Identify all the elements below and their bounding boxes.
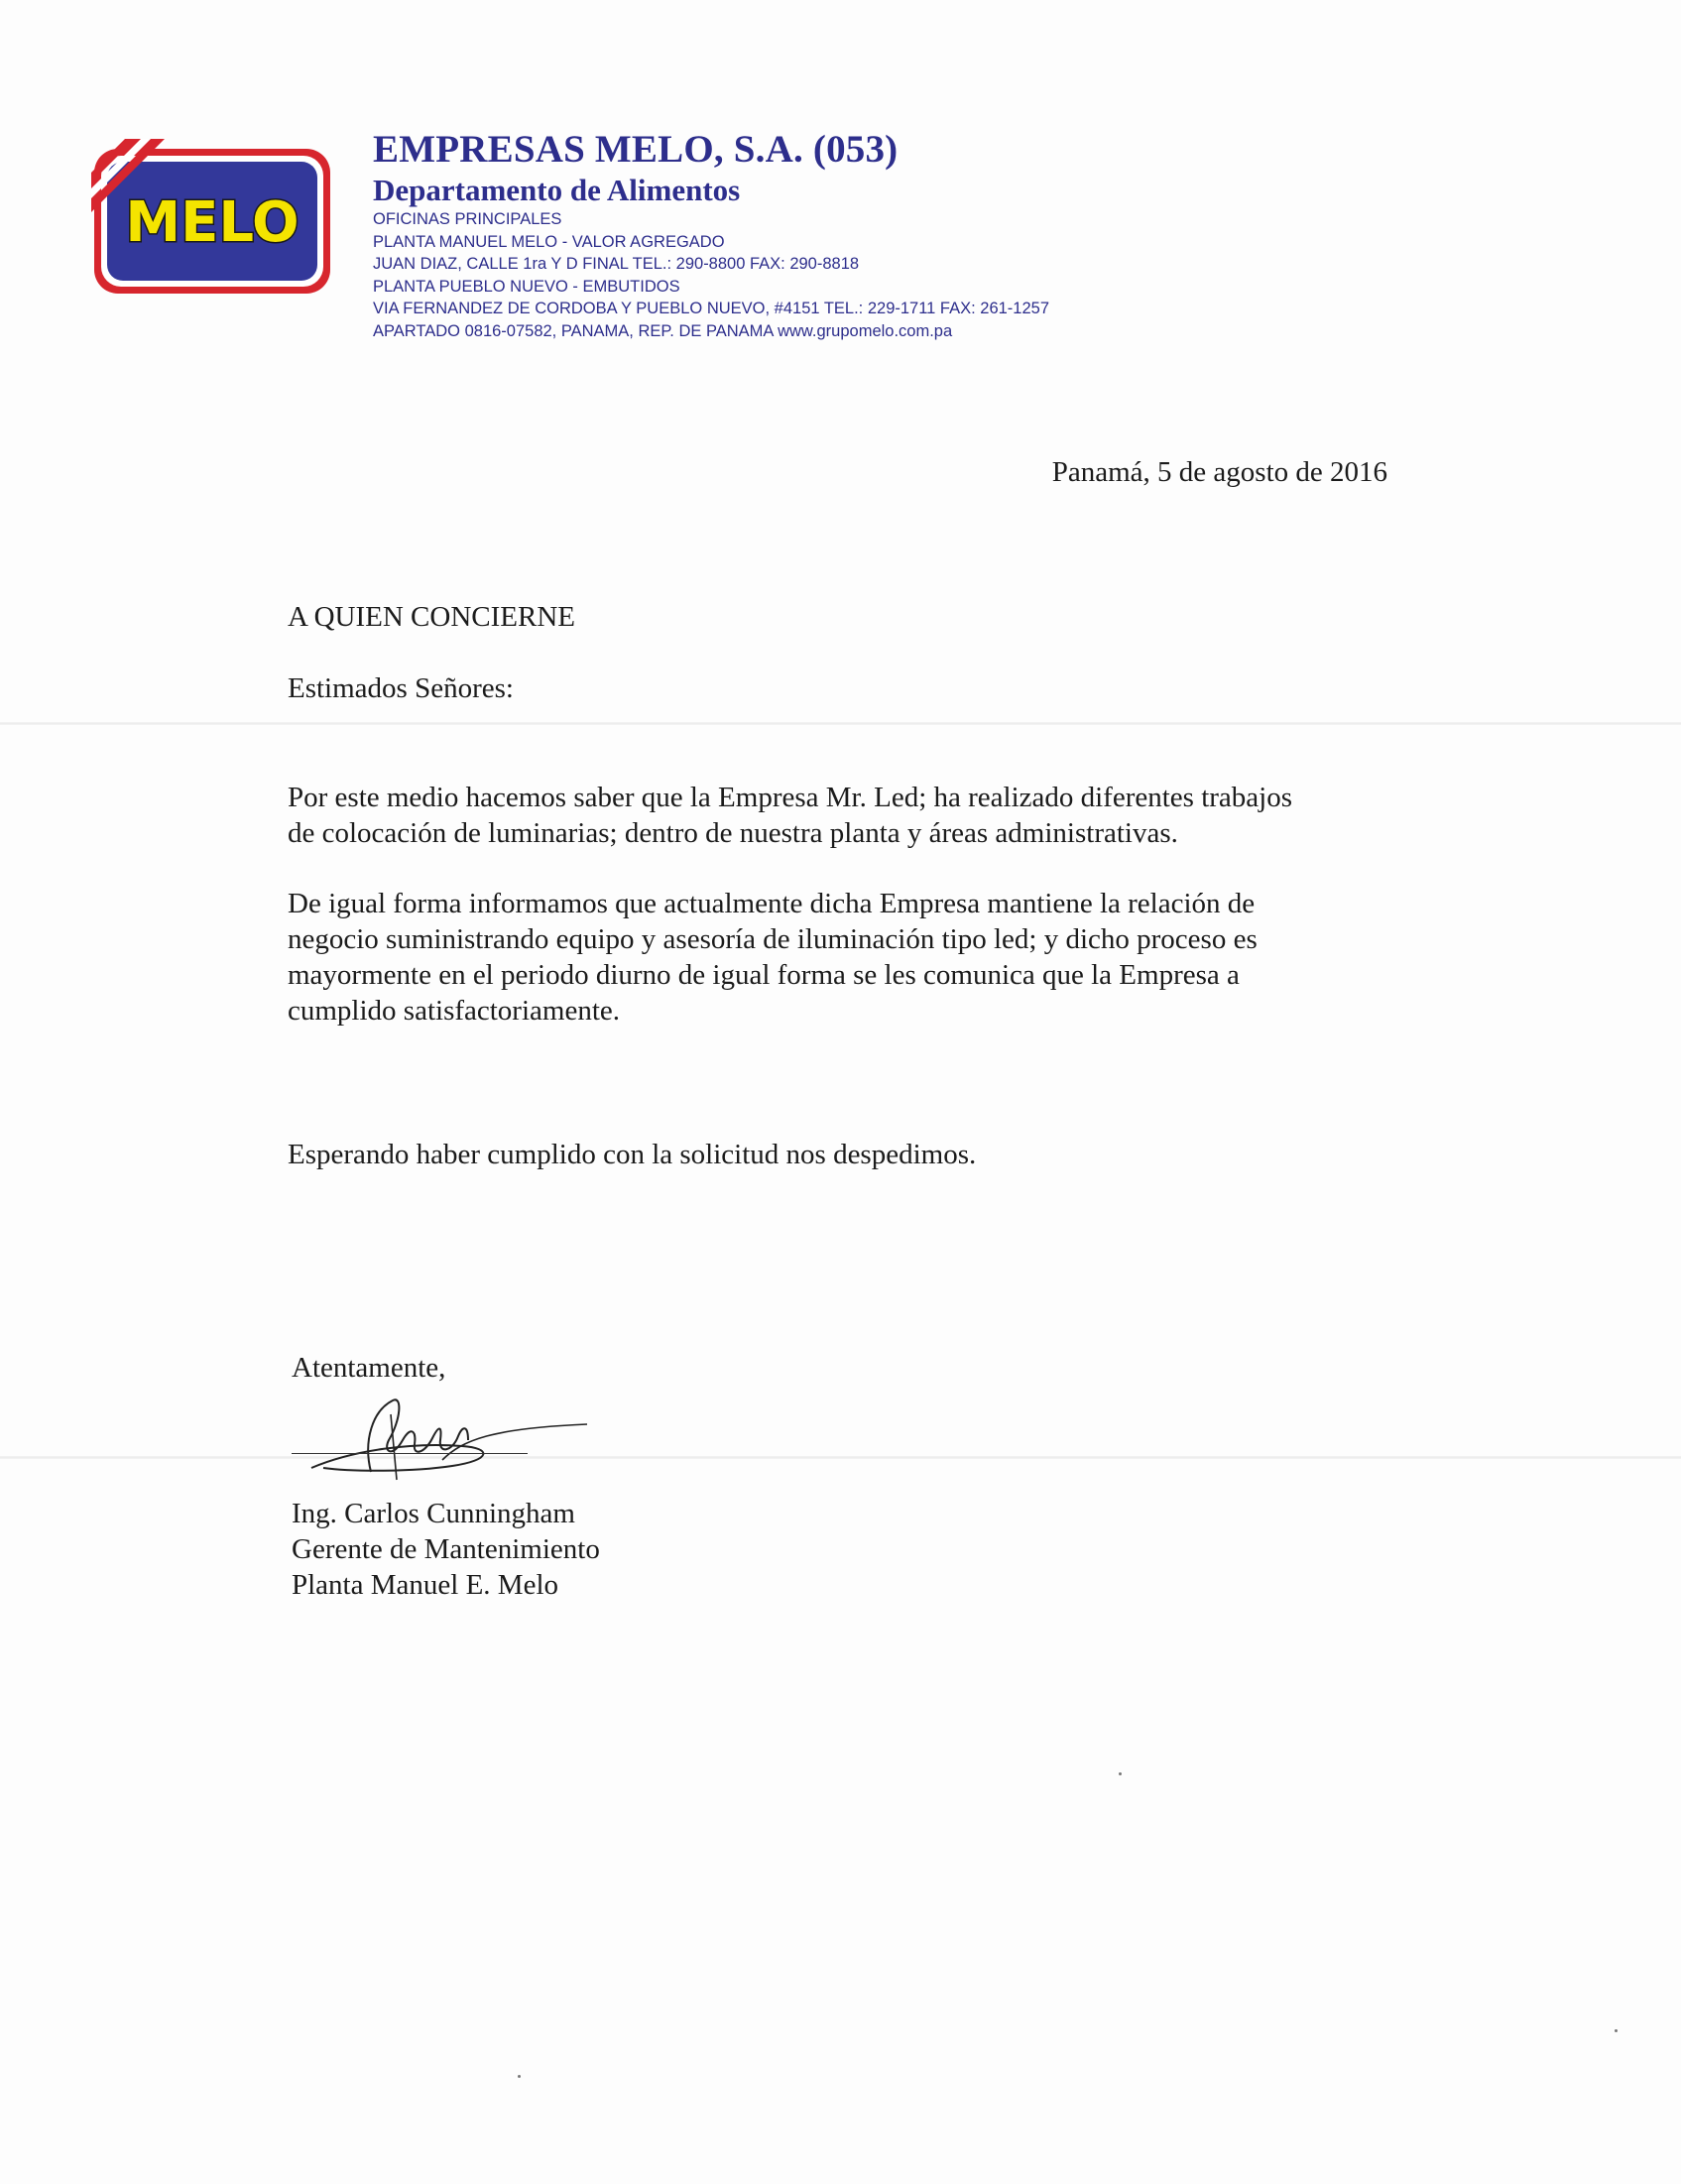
address-line: JUAN DIAZ, CALLE 1ra Y D FINAL TEL.: 290-8800 FAX: 290-8818 <box>373 255 860 273</box>
scan-speck <box>1615 2029 1618 2032</box>
paper-fold-line <box>0 722 1681 725</box>
address-line: APARTADO 0816-07582, PANAMA, REP. DE PANAMA www.grupomelo.com.pa <box>373 321 953 340</box>
paragraph-line: Esperando haber cumplido con la solicitud nos despedimos. <box>288 1139 977 1170</box>
paragraph-line: Por este medio hacemos saber que la Empresa Mr. Led; ha realizado diferentes trabajos <box>288 782 1293 813</box>
address-line: PLANTA MANUEL MELO - VALOR AGREGADO <box>373 232 725 251</box>
signer-block <box>292 1496 600 1603</box>
scan-speck <box>1119 1772 1122 1775</box>
letter-date: Panamá, 5 de agosto de 2016 <box>1051 456 1387 488</box>
body-paragraph-1 <box>288 780 1398 851</box>
scan-speck <box>518 2075 521 2078</box>
closing: Atentamente, <box>292 1352 446 1384</box>
signer-title: Gerente de Mantenimiento <box>292 1533 600 1565</box>
paragraph-line: cumplido satisfactoriamente. <box>288 995 621 1027</box>
body-paragraph-3 <box>288 1137 1398 1172</box>
paragraph-line: De igual forma informamos que actualmente dicha Empresa mantiene la relación de <box>288 888 1256 919</box>
company-name: EMPRESAS MELO, S.A. (053) <box>373 128 899 171</box>
signature-line <box>292 1453 528 1454</box>
paper-fold-line <box>0 1456 1681 1459</box>
paragraph-line: negocio suministrando equipo y asesoría de iluminación tipo led; y dicho proceso es <box>288 923 1258 955</box>
paragraph-line: mayormente en el periodo diurno de igual forma se les comunica que la Empresa a <box>288 959 1240 991</box>
handwritten-signature <box>294 1381 591 1490</box>
address-line: PLANTA PUEBLO NUEVO - EMBUTIDOS <box>373 277 680 296</box>
paragraph-line: de colocación de luminarias; dentro de nuestra planta y áreas administrativas. <box>288 817 1178 849</box>
department-name: Departamento de Alimentos <box>373 173 741 207</box>
signer-plant: Planta Manuel E. Melo <box>292 1569 559 1601</box>
address-line: VIA FERNANDEZ DE CORDOBA Y PUEBLO NUEVO, #4151 TEL.: 229-1711 FAX: 261-1257 <box>373 300 1050 317</box>
body-paragraph-2 <box>288 886 1398 1029</box>
salutation: Estimados Señores: <box>288 672 514 704</box>
logo-text: MELO <box>125 190 300 255</box>
melo-logo <box>91 139 334 298</box>
address-line: OFICINAS PRINCIPALES <box>373 210 562 228</box>
addressee: A QUIEN CONCIERNE <box>288 601 575 633</box>
signer-name: Ing. Carlos Cunningham <box>292 1498 575 1529</box>
letterhead-address <box>373 208 1049 342</box>
